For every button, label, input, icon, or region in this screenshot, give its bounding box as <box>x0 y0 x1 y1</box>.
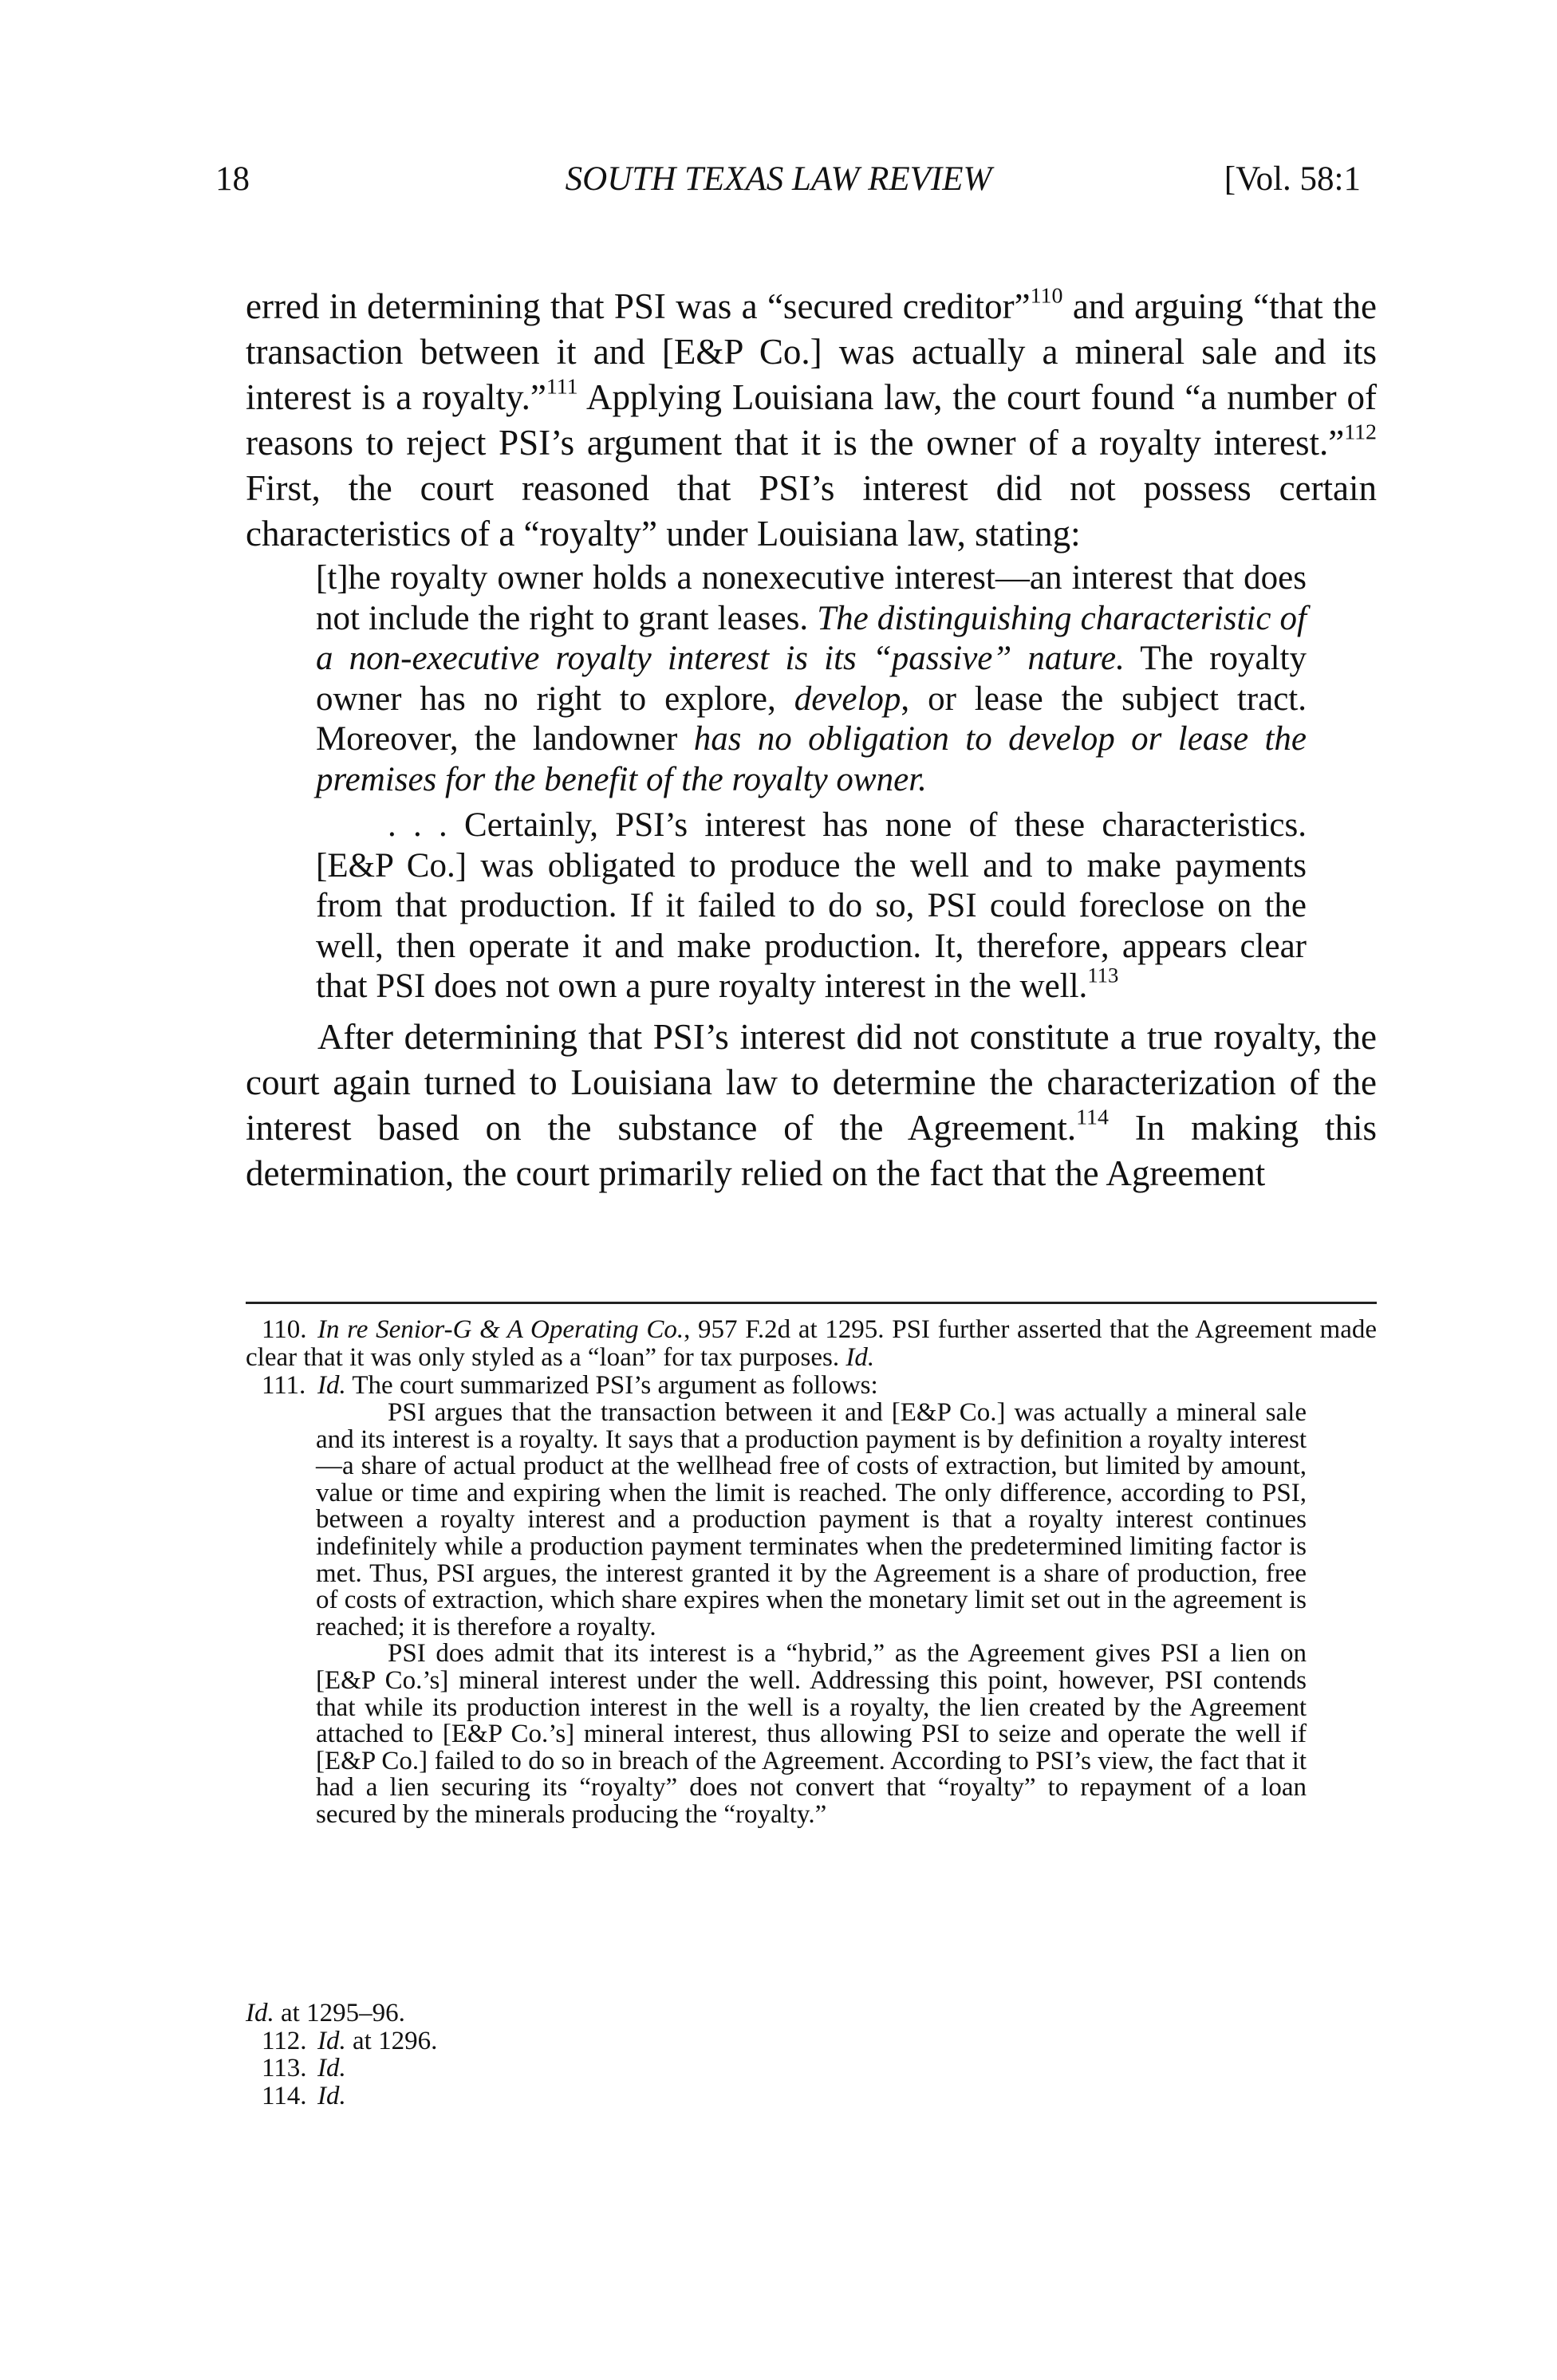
footnote-ref-112: 112 <box>1344 420 1377 445</box>
quote-text: The royalty owner has no right to explore, <box>316 640 1307 718</box>
footnote-111-quote <box>316 1400 1307 1829</box>
paragraph-text: First, the court reasoned that PSI’s interest did not possess certain characteristics of a “royalty” under Louisiana law, stating: <box>246 468 1377 554</box>
paragraph-text: After determining that PSI’s interest did not constitute a true royalty, the court again turned to Louisiana law to determine the characterization of the interest based on the substance of the Agreement. <box>246 1017 1377 1148</box>
quote-text: . . . Certainly, PSI’s interest has none of these characteristics. [E&P Co.] was obligated to produce the well and to make payments from that production. If it failed to do so, PSI could foreclose on the well, then operate it and make production. It, therefore, appears clear that PSI does not own a pure royalty interest in the well. <box>316 806 1307 1005</box>
citation-id: Id. <box>317 2054 346 2082</box>
citation-id: Id. <box>317 2082 346 2110</box>
footnote-ref-113: 113 <box>1087 963 1119 987</box>
citation-id: Id. <box>246 1999 274 2027</box>
block-quote-1 <box>316 558 1307 800</box>
footnote-text: The court summarized PSI’s argument as follows: <box>345 1371 878 1400</box>
footnote-divider <box>246 1302 1377 1304</box>
footnote-text: , 957 F.2d at 1295. PSI further asserted that the Agreement made clear that it was only styled as a “loan” for tax purposes. <box>246 1315 1378 1372</box>
footnote-text: at 1296. <box>345 2027 438 2055</box>
footnote-111 <box>246 1372 1377 1400</box>
citation-id: Id. <box>846 1343 875 1372</box>
citation-id: Id. <box>317 2027 346 2055</box>
paragraph-text: erred in determining that PSI was a “secured creditor” <box>246 286 1031 326</box>
paragraph-text: In making this determination, the court primarily relied on the fact that the Agreement <box>246 1108 1378 1193</box>
footnote-113 <box>246 2055 1377 2082</box>
case-name: In re Senior-G & A Operating Co. <box>317 1315 684 1344</box>
footnote-number: 110. <box>262 1315 307 1344</box>
footnote-number: 114. <box>262 2082 307 2110</box>
footnote-111-pincite <box>246 2000 1377 2027</box>
footnote-quote-paragraph: PSI argues that the transaction between it and [E&P Co.] was actually a mineral sale and its interest is a royalty. It says that a production payment is by definition a royalty interest—a share of actual product at the wellhead free of costs of extraction, but limited by amount, value or time and expiring when the limit is reached. The only difference, according to PSI, between a royalty interest and a production payment is that a royalty interest continues indefinitely while a production payment terminates when the predetermined limiting factor is met. Thus, PSI argues, the interest granted it by the Agreement is a share of production, free of costs of extraction, which share expires when the monetary limit set out in the agreement is reached; it is therefore a royalty. <box>316 1398 1307 1641</box>
page-number: 18 <box>215 160 250 198</box>
footnote-number: 111. <box>262 1371 306 1400</box>
running-header <box>0 160 1557 207</box>
footnote-110 <box>246 1316 1377 1372</box>
quote-text: [t]he royalty owner holds a nonexecutive interest—an interest that does not include the right to grant leases. <box>316 559 1307 637</box>
quote-italic: develop <box>794 680 901 718</box>
body-paragraph-1 <box>246 284 1377 557</box>
footnote-114 <box>246 2082 1377 2110</box>
footnote-ref-111: 111 <box>546 374 578 400</box>
footnote-text: at 1295–96. <box>274 1999 405 2027</box>
citation-id: Id. <box>317 1371 346 1400</box>
quote-text: , or lease the subject tract. Moreover, the landowner <box>316 680 1307 758</box>
paragraph-text: and arguing “that the transaction between it and [E&P Co.] was actually a mineral sale and its interest is a royalty.” <box>246 286 1377 417</box>
footnote-ref-114: 114 <box>1076 1105 1109 1130</box>
block-quote-2 <box>316 806 1307 1007</box>
footnote-number: 113. <box>262 2054 307 2082</box>
footnote-ref-110: 110 <box>1030 283 1063 309</box>
quote-italic: has no obligation to develop or lease the premises for the benefit of the royalty owner. <box>316 720 1307 798</box>
footnote-112 <box>246 2027 1377 2055</box>
volume-label: [Vol. 58:1 <box>1224 160 1361 198</box>
journal-title: SOUTH TEXAS LAW REVIEW <box>565 160 992 198</box>
quote-italic: The distinguishing characteristic of a non-executive royalty interest is its “passive” nature. <box>316 599 1307 677</box>
footnote-number: 112. <box>262 2027 307 2055</box>
footnote-quote-paragraph: PSI does admit that its interest is a “hybrid,” as the Agreement gives PSI a lien on [E&P Co.’s] mineral interest under the well. Addressing this point, however, PSI contends that while its production interest in the well is a royalty, the lien created by the Agreement attached to [E&P Co.’s] mineral interest, thus allowing PSI to seize and operate the well if [E&P Co.] failed to do so in breach of the Agreement. According to PSI’s view, the fact that it had a lien securing its “royalty” does not convert that “royalty” to repayment of a loan secured by the minerals producing the “royalty.” <box>316 1639 1307 1829</box>
paragraph-text: Applying Louisiana law, the court found “a number of reasons to reject PSI’s argument that it is the owner of a royalty interest.” <box>246 377 1377 463</box>
body-paragraph-2 <box>246 1015 1377 1196</box>
